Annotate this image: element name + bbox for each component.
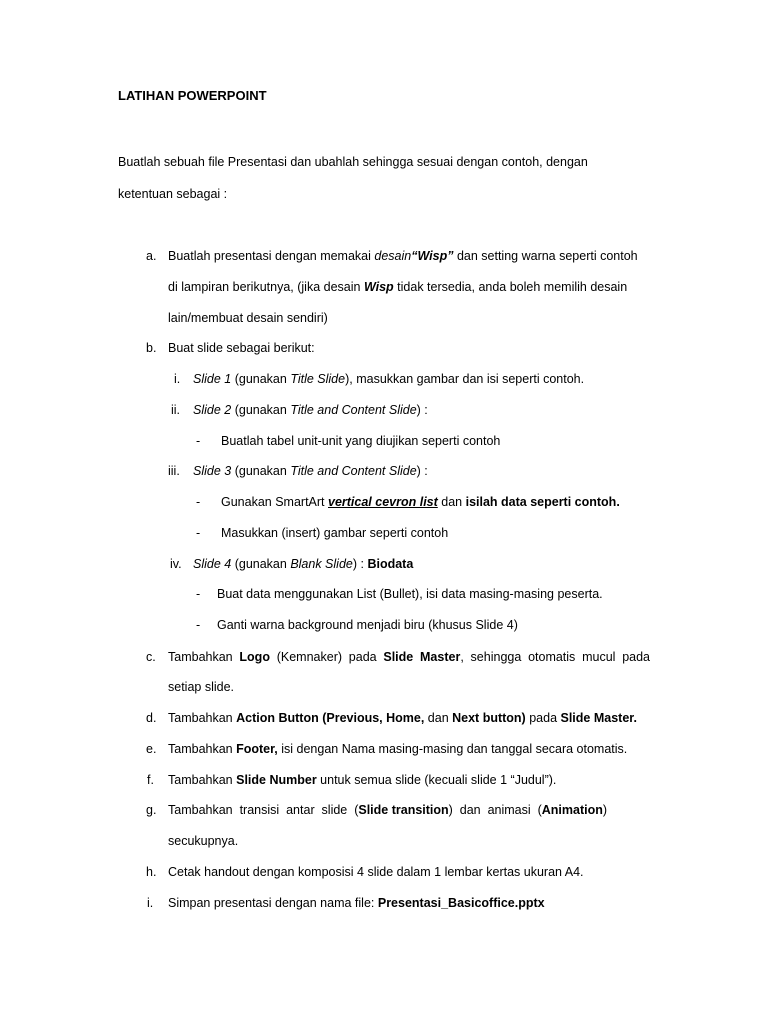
item-d-text-3: pada: [525, 711, 561, 725]
item-g-text-2: ) dan animasi (: [448, 803, 542, 817]
dash-bullet: -: [196, 587, 201, 601]
item-c-text-2: (Kemnaker) pada: [269, 650, 384, 664]
item-b-iv-dash-2: Ganti warna background menjadi biru (khusus Slide 4): [217, 618, 518, 632]
item-b-ii-dash-1: Buatlah tabel unit-unit yang diujikan seperti contoh: [221, 434, 501, 448]
footer-label: Footer,: [236, 742, 278, 756]
item-b-text: Buat slide sebagai berikut:: [168, 341, 315, 355]
animation-label: Animation: [541, 803, 603, 817]
item-c-line-2: setiap slide.: [168, 680, 235, 694]
slide-1-name: Slide 1: [193, 372, 232, 386]
item-g-text: Tambahkan transisi antar slide (: [168, 803, 359, 817]
item-b-iii-text-2: ) :: [416, 464, 428, 478]
item-b-label: b.: [146, 341, 157, 355]
blank-slide-layout: Blank Slide: [290, 557, 353, 571]
item-b-iv-dash-1: Buat data menggunakan List (Bullet), isi data masing-masing peserta.: [217, 587, 603, 601]
item-h-label: h.: [146, 865, 157, 879]
smartart-text-2: dan: [437, 495, 466, 509]
item-a-wisp: “Wisp”: [411, 249, 454, 263]
slide-4-name: Slide 4: [193, 557, 232, 571]
item-b-i-text-2: ), masukkan gambar dan isi seperti contoh.: [345, 372, 585, 386]
item-b-iv-text-2: ) :: [352, 557, 368, 571]
dash-bullet: -: [196, 526, 201, 540]
item-e-text-2: isi dengan Nama masing-masing dan tanggal secara otomatis.: [277, 742, 628, 756]
slide-3-name: Slide 3: [193, 464, 232, 478]
item-d-line: [168, 711, 637, 725]
item-a-text: Buatlah presentasi dengan memakai: [168, 249, 375, 263]
item-d-text: Tambahkan: [168, 711, 237, 725]
item-b-iv-line: [193, 557, 413, 571]
item-f-label: f.: [147, 773, 154, 787]
next-button-label: Next button): [452, 711, 526, 725]
title-slide-layout: Title Slide: [290, 372, 346, 386]
item-b-ii-text: (gunakan: [231, 403, 291, 417]
item-a-design: desain: [374, 249, 412, 263]
item-a-label: a.: [146, 249, 157, 263]
item-g-line-2: secukupnya.: [168, 834, 239, 848]
item-b-iii-label: iii.: [168, 464, 180, 478]
item-b-i-line: [193, 372, 584, 386]
slide-master-label-2: Slide Master.: [560, 711, 637, 725]
item-b-iv-text: (gunakan: [231, 557, 291, 571]
item-b-i-text: (gunakan: [231, 372, 291, 386]
item-c-text: Tambahkan: [168, 650, 240, 664]
title-content-layout-2: Title and Content Slide: [290, 464, 417, 478]
item-a-text-2: dan setting warna seperti contoh: [453, 249, 638, 263]
item-c-text-3: , sehingga otomatis mucul pada: [460, 650, 650, 664]
item-b-iii-line: [193, 464, 428, 478]
item-i-text: Simpan presentasi dengan nama file:: [168, 896, 378, 910]
document-title: LATIHAN POWERPOINT: [118, 88, 267, 103]
item-b-iv-label: iv.: [170, 557, 182, 571]
item-a-text-4: tidak tersedia, anda boleh memilih desain: [393, 280, 628, 294]
smartart-text: Gunakan SmartArt: [221, 495, 328, 509]
dash-bullet: -: [196, 495, 201, 509]
item-g-line-1: [168, 803, 607, 817]
item-i-line: [168, 896, 545, 910]
action-button-label: Action Button (Previous, Home,: [236, 711, 425, 725]
dash-bullet: -: [196, 434, 201, 448]
vertical-cevron-list: vertical cevron list: [328, 495, 438, 509]
item-g-label: g.: [146, 803, 157, 817]
biodata-label: Biodata: [367, 557, 414, 571]
item-b-iii-text: (gunakan: [231, 464, 291, 478]
item-b-iii-dash-2: Masukkan (insert) gambar seperti contoh: [221, 526, 449, 540]
item-c-line-1: [168, 650, 650, 664]
item-h-line: Cetak handout dengan komposisi 4 slide dalam 1 lembar kertas ukuran A4.: [168, 865, 584, 879]
intro-line-2: ketentuan sebagai :: [118, 187, 228, 201]
item-d-label: d.: [146, 711, 157, 725]
item-f-text: Tambahkan: [168, 773, 237, 787]
item-f-text-2: untuk semua slide (kecuali slide 1 “Judul”).: [316, 773, 557, 787]
title-content-layout: Title and Content Slide: [290, 403, 417, 417]
item-a-line-2: [168, 280, 627, 294]
item-b-iii-dash-1: [221, 495, 620, 509]
item-a-line-1: [168, 249, 638, 263]
smartart-bold-text: isilah data seperti contoh.: [465, 495, 620, 509]
item-f-line: [168, 773, 556, 787]
slide-number-label: Slide Number: [236, 773, 317, 787]
item-c-label: c.: [146, 650, 156, 664]
item-i-label: i.: [147, 896, 154, 910]
item-a-wisp-2: Wisp: [363, 280, 394, 294]
item-b-i-label: i.: [174, 372, 181, 386]
dash-bullet: -: [196, 618, 201, 632]
intro-line-1: Buatlah sebuah file Presentasi dan ubahlah sehingga sesuai dengan contoh, dengan: [118, 155, 588, 169]
file-name-label: Presentasi_Basicoffice.pptx: [377, 896, 545, 910]
slide-2-name: Slide 2: [193, 403, 232, 417]
item-e-label: e.: [146, 742, 157, 756]
item-e-text: Tambahkan: [168, 742, 237, 756]
item-e-line: [168, 742, 627, 756]
item-b-ii-text-2: ) :: [416, 403, 428, 417]
item-d-text-2: dan: [424, 711, 453, 725]
slide-transition-label: Slide transition: [358, 803, 449, 817]
item-a-text-3: di lampiran berikutnya, (jika desain: [168, 280, 364, 294]
item-g-text-3: ): [602, 803, 608, 817]
slide-master-label: Slide Master: [383, 650, 461, 664]
item-b-ii-line: [193, 403, 428, 417]
item-b-ii-label: ii.: [171, 403, 181, 417]
item-a-line-3: lain/membuat desain sendiri): [168, 311, 328, 325]
logo-label: Logo: [239, 650, 270, 664]
